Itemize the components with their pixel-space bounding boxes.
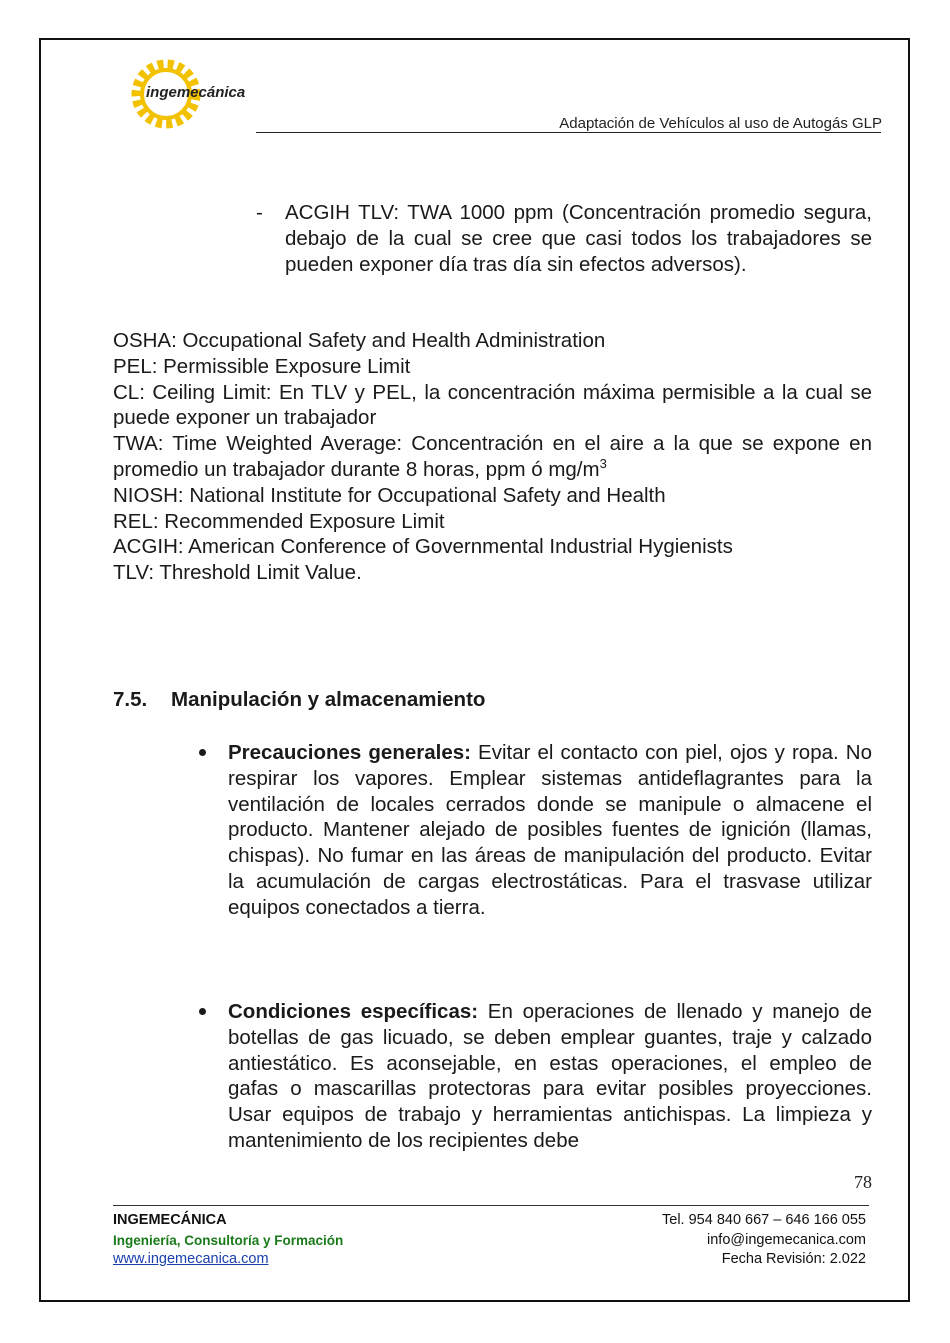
page-number: 78 — [854, 1172, 872, 1192]
footer-company: INGEMECÁNICA — [113, 1212, 227, 1228]
header-rule — [256, 132, 881, 133]
definition-twa — [113, 431, 872, 483]
section-number: 7.5. — [113, 688, 148, 711]
footer-tagline: Ingeniería, Consultoría y Formación — [113, 1232, 344, 1248]
footer-email: info@ingemecanica.com — [707, 1231, 866, 1248]
footer-company-block — [113, 1211, 343, 1270]
dash-marker: - — [256, 201, 263, 224]
superscript-3: 3 — [599, 456, 607, 472]
bullet-label: Condiciones específicas: — [228, 1000, 479, 1023]
definition-acgih: ACGIH: American Conference of Governmental Industrial Hygienists — [113, 535, 733, 559]
footer-phone: Tel. 954 840 667 – 646 166 055 — [662, 1212, 866, 1228]
bullet-text — [228, 999, 872, 1154]
bullet-text — [228, 740, 872, 921]
bullet-body: En operaciones de llenado y manejo de botellas de gas licuado, se deben emplear guantes, traje y calzado antiestático. Es aconsejable, en estas operaciones, el empleo de gafas o mascarillas protectoras para evitar posibles proyecciones. Usar equipos de trabajo y herramientas antichispas. La limpieza y mantenimiento de los recipientes debe — [228, 1000, 872, 1152]
definition-niosh: NIOSH: National Institute for Occupational Safety and Health — [113, 483, 666, 507]
section-heading — [113, 688, 485, 712]
bullet-icon — [197, 740, 207, 766]
footer-website-link[interactable]: www.ingemecanica.com — [113, 1251, 269, 1267]
definition-rel: REL: Recommended Exposure Limit — [113, 509, 445, 533]
logo-text: ingemecánica — [146, 84, 246, 101]
bullet-label: Precauciones generales: — [228, 741, 471, 764]
dash-item-text: ACGIH TLV: TWA 1000 ppm (Concentración promedio segura, debajo de la cual se cree que casi todos los trabajadores se pueden exponer día tras día sin efectos adversos). — [285, 201, 872, 276]
section-title: Manipulación y almacenamiento — [171, 688, 486, 711]
footer-revision: Fecha Revisión: 2.022 — [721, 1251, 866, 1267]
definition-twa-text: TWA: Time Weighted Average: Concentración en el aire a la que se expone en promedio un trabajador durante 8 horas, ppm ó mg/m — [113, 432, 872, 481]
footer-rule — [113, 1205, 869, 1206]
bullet-icon — [197, 999, 207, 1025]
bullet-body: Evitar el contacto con piel, ojos y ropa. No respirar los vapores. Emplear sistemas antideflagrantes para la ventilación de locales cerrados donde se manipule o almacene el producto. Mantener alejado de posibles fuentes de ignición (llamas, chispas). No fumar en las áreas de manipulación del producto. Evitar la acumulación de cargas electrostáticas. Para el trasvase utilizar equipos conectados a tierra. — [228, 741, 872, 919]
definition-cl: CL: Ceiling Limit: En TLV y PEL, la concentración máxima permisible a la cual se puede exponer un trabajador — [113, 380, 872, 430]
document-title: Adaptación de Vehículos al uso de Autogás GLP — [559, 115, 882, 132]
definition-pel: PEL: Permissible Exposure Limit — [113, 354, 411, 378]
definition-osha: OSHA: Occupational Safety and Health Administration — [113, 329, 606, 352]
definition-tlv: TLV: Threshold Limit Value. — [113, 561, 362, 585]
definitions-list — [113, 328, 872, 586]
footer-contact-block — [662, 1211, 866, 1270]
